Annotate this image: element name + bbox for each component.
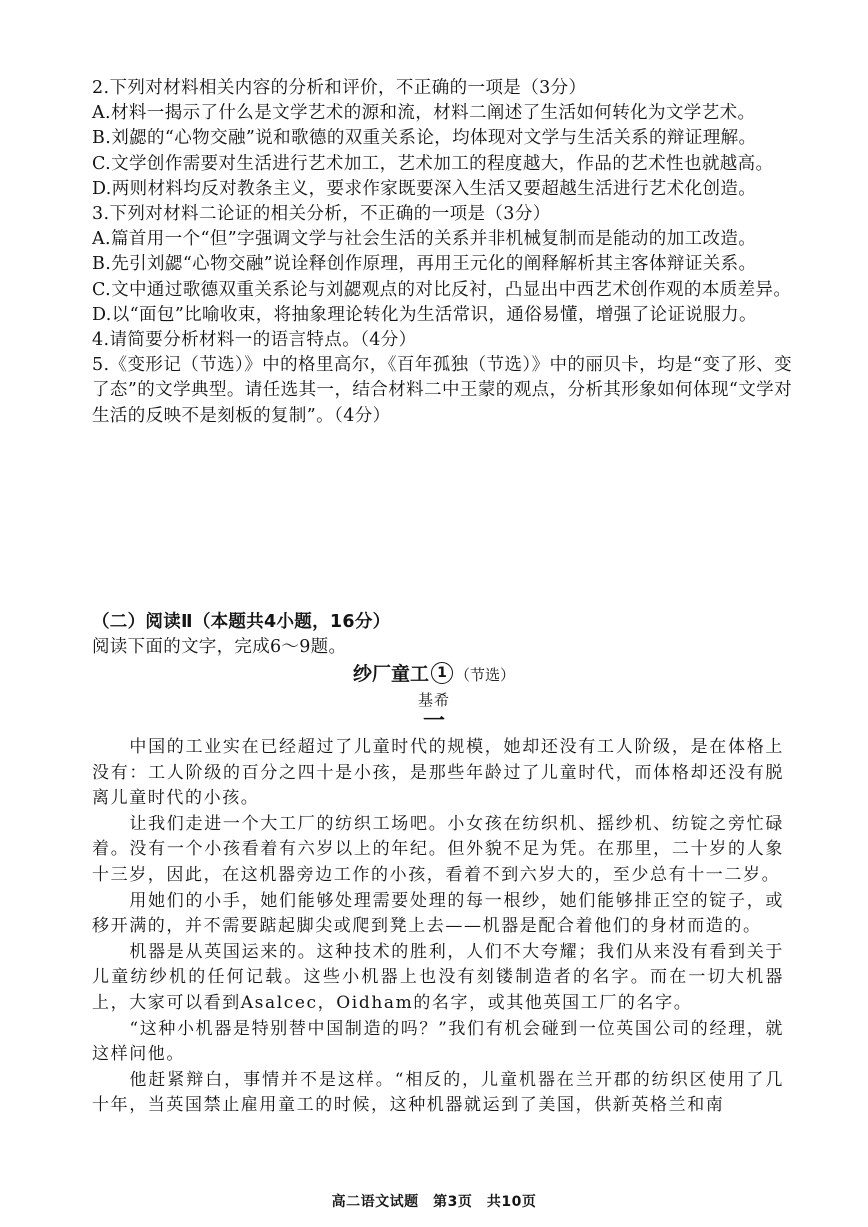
article-paragraph: “这种小机器是特别替中国制造的吗？”我们有机会碰到一位英国公司的经理，就这样问他。 — [92, 1018, 784, 1065]
question-2-stem: 2.下列对材料相关内容的分析和评价，不正确的一项是（3分） — [92, 78, 587, 98]
question-3-option-b: B.先引刘勰“心物交融”说诠释创作原理，再用王元化的阐释解析其主客体辩证关系。 — [92, 254, 757, 275]
question-3-option-d: D.以“面包”比喻收束，将抽象理论转化为生活常识，通俗易懂，增强了论证说服力。 — [92, 304, 757, 325]
footnote-mark: 1 — [431, 662, 453, 684]
page-footer: 高二语文试题 第3页 共10页 — [331, 1194, 537, 1210]
question-2-option-a: A.材料一揭示了什么是文学艺术的源和流，材料二阐述了生活如何转化为文学艺术。 — [92, 103, 756, 124]
question-3-option-c: C.文中通过歌德双重关系论与刘勰观点的对比反衬，凸显出中西艺术创作观的本质差异。 — [92, 279, 792, 300]
article-body — [92, 735, 784, 1119]
question-5-stem: 5.《变形记（节选）》中的格里高尔，《百年孤独（节选）》中的丽贝卡，均是“变了形、变了态”的文学典型。请任选其一，结合材料二中王蒙的观点，分析其形象如何体现“文学对生活的反映不是刻板的复制”。（4分） — [92, 355, 792, 426]
article-title-text: 纱厂童工 — [352, 663, 429, 685]
article-paragraph: 机器是从英国运来的。这种技术的胜利，人们不大夸耀；我们从来没有看到关于儿童纺纱机的任何记载。这些小机器上也没有刻镂制造者的名字。而在一切大机器上，大家可以看到Asalcec，Oidham的名字，或其他英国工厂的名字。 — [92, 941, 784, 1013]
article-paragraph: 用她们的小手，她们能够处理需要处理的每一根纱，她们能够排正空的锭子，或移开满的，并不需要踮起脚尖或爬到凳上去——机器是配合着他们的身材而造的。 — [92, 890, 784, 937]
article-author: 基希 — [417, 691, 450, 709]
article-paragraph: 让我们走进一个大工厂的纺织工场吧。小女孩在纺织机、摇纱机、纺锭之旁忙碌着。没有一个小孩看着有六岁以上的年纪。但外貌不足为凭。在那里，二十岁的人象十三岁，因此，在这机器旁边工作的小孩，看着不到六岁大的，至少总有十一二岁。 — [92, 813, 784, 885]
question-2-option-b: B.刘勰的“心物交融”说和歌德的双重关系论，均体现对文学与生活关系的辩证理解。 — [92, 128, 757, 149]
reading-section-header — [92, 610, 792, 660]
question-3-option-a: A.篇首用一个“但”字强调文学与社会生活的关系并非机械复制而是能动的加工改造。 — [92, 229, 757, 250]
section-heading: （二）阅读Ⅱ（本题共4小题，16分） — [92, 612, 391, 632]
question-2-option-d: D.两则材料均反对教条主义，要求作家既要深入生活又要超越生活进行艺术化创造。 — [92, 178, 757, 199]
question-4-stem: 4.请简要分析材料一的语言特点。（4分） — [92, 330, 417, 351]
question-3-stem: 3.下列对材料二论证的相关分析，不正确的一项是（3分） — [92, 204, 551, 225]
article-paragraph: 中国的工业实在已经超过了儿童时代的规模，她却还没有工人阶级，是在体格上没有：工人阶级的百分之四十是小孩，是那些年龄过了儿童时代，而体格却还没有脱离儿童时代的小孩。 — [92, 737, 784, 809]
question-2-option-c: C.文学创作需要对生活进行艺术加工，艺术加工的程度越大，作品的艺术性也就越高。 — [92, 153, 774, 174]
article-title — [0, 661, 868, 688]
article-part-number: 一 — [422, 708, 445, 734]
article-paragraph: 他赶紧辩白，事情并不是这样。“相反的，儿童机器在兰开郡的纺织区使用了几十年，当英国禁止雇用童工的时候，这种机器就运到了美国，供新英格兰和南 — [92, 1069, 784, 1116]
question-list — [92, 76, 792, 429]
section-instruction: 阅读下面的文字，完成6～9题。 — [92, 637, 347, 657]
article-title-note: （节选） — [455, 666, 516, 684]
